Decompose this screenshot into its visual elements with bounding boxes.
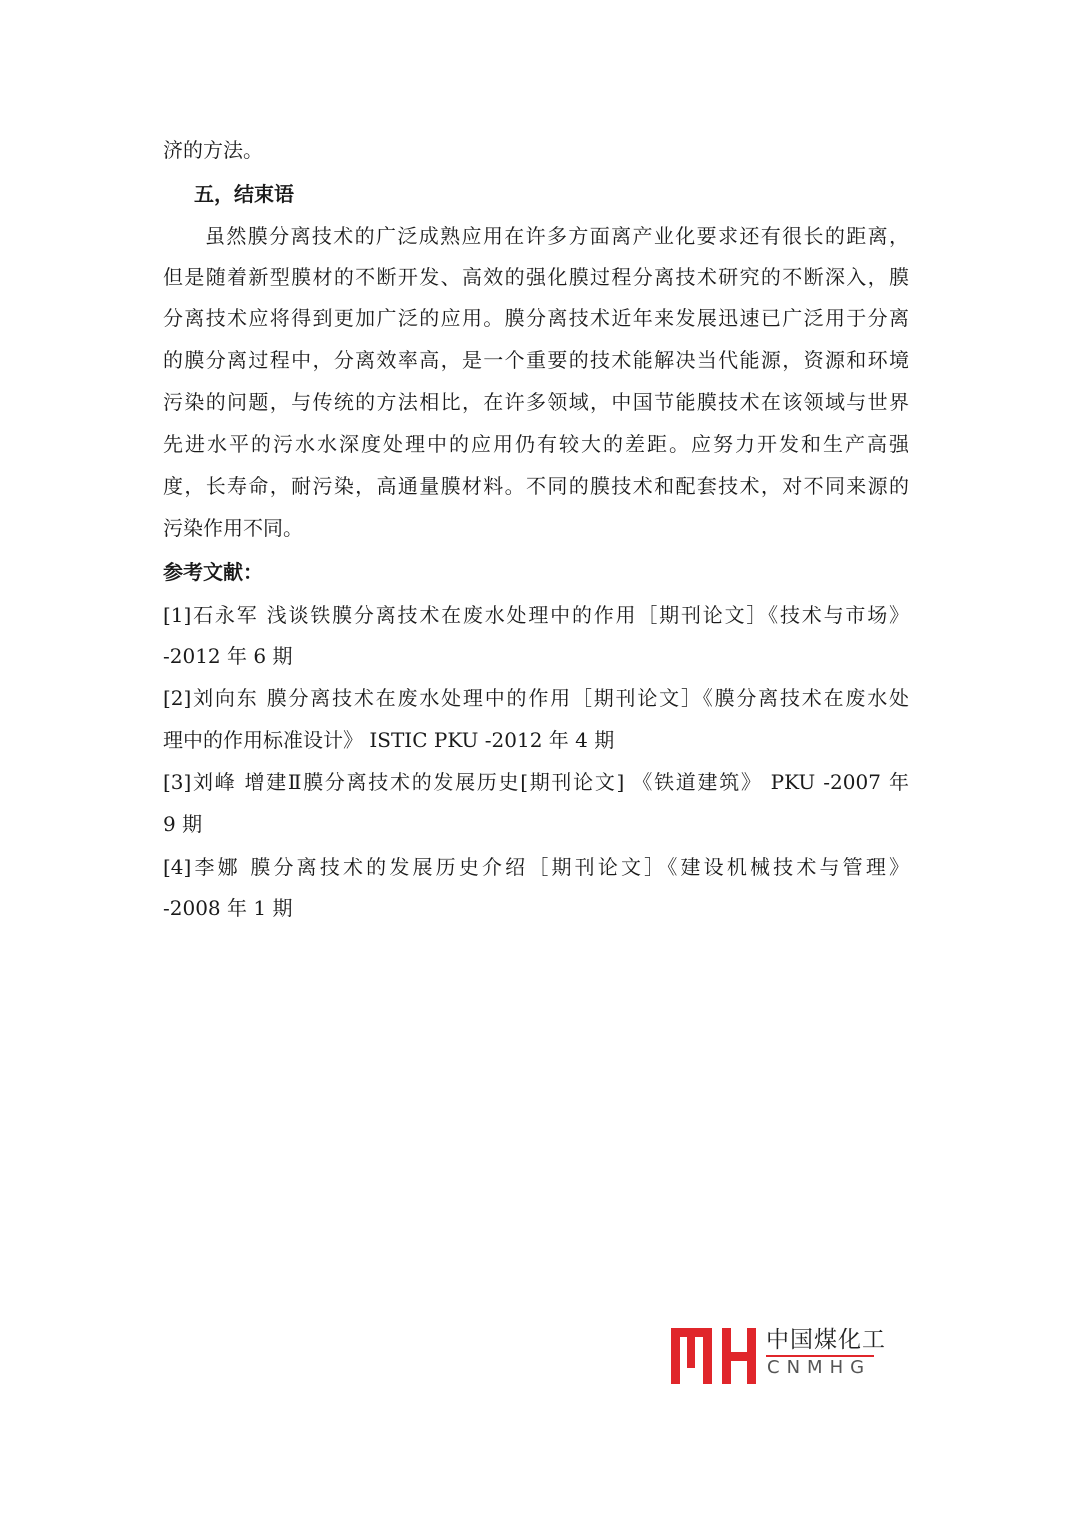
reference-item-2-line-2: 理中的作用标准设计》 ISTIC PKU -2012 年 4 期 <box>163 728 615 752</box>
conclusion-line: 污染作用不同。 <box>163 516 303 540</box>
references-heading: 参考文献： <box>163 560 263 584</box>
logo-name-cn: 中国煤化工 <box>766 1327 886 1353</box>
reference-item-1-line-1: [1]石永军 浅谈铁膜分离技术在废水处理中的作用［期刊论文］《技术与市场》 <box>163 603 909 627</box>
conclusion-line: 但是随着新型膜材的不断开发、高效的强化膜过程分离技术研究的不断深入，膜 <box>163 265 909 289</box>
conclusion-line: 分离技术应将得到更加广泛的应用。膜分离技术近年来发展迅速已广泛用于分离 <box>163 306 909 330</box>
conclusion-line: 污染的问题，与传统的方法相比，在许多领域，中国节能膜技术在该领域与世界 <box>163 390 909 414</box>
logo-name-en: CNMHG <box>767 1357 872 1378</box>
intro-tail-text: 济的方法。 <box>163 138 263 162</box>
conclusion-line: 虽然膜分离技术的广泛成熟应用在许多方面离产业化要求还有很长的距离， <box>205 224 909 248</box>
reference-item-3-line-2: 9 期 <box>163 812 203 836</box>
reference-item-3-line-1: [3]刘峰 增建Ⅱ膜分离技术的发展历史[期刊论文] 《铁道建筑》 PKU -2007 年 <box>163 770 909 794</box>
conclusion-line: 先进水平的污水水深度处理中的应用仍有较大的差距。应努力开发和生产高强 <box>163 432 909 456</box>
reference-item-2-line-1: [2]刘向东 膜分离技术在废水处理中的作用［期刊论文］《膜分离技术在废水处 <box>163 686 909 710</box>
conclusion-line: 度，长寿命，耐污染，高通量膜材料。不同的膜技术和配套技术，对不同来源的 <box>163 474 909 498</box>
reference-item-4-line-2: -2008 年 1 期 <box>163 896 293 920</box>
reference-item-1-line-2: -2012 年 6 期 <box>163 644 293 668</box>
reference-item-4-line-1: [4]李娜 膜分离技术的发展历史介绍［期刊论文］《建设机械技术与管理》 <box>163 855 909 879</box>
section-heading-conclusion: 五，结束语 <box>194 182 294 206</box>
conclusion-line: 的膜分离过程中，分离效率高，是一个重要的技术能解决当代能源，资源和环境 <box>163 348 909 372</box>
